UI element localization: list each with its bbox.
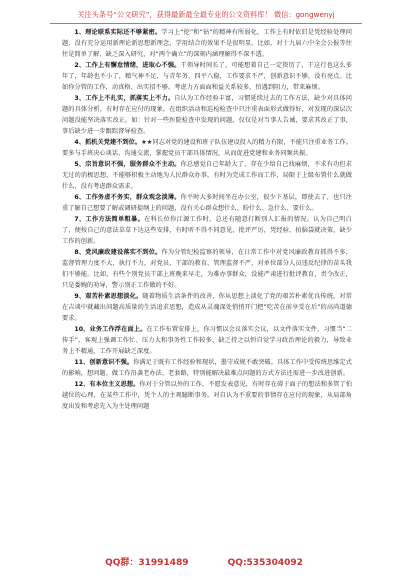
qq-contact: QQ:535304092	[227, 558, 303, 568]
paragraph-text: 你满足于既有工作经验和现状，墨守成规不敢突破。具体工作中受传统思维定式的影响，想问题、做工作沿袭老办法、老套路，特别能解决最难点问题的方式方法还需进一步改进创新。	[62, 359, 352, 377]
paragraph-1	[62, 27, 352, 60]
paragraph-title: 11、创新意识不强。	[74, 359, 134, 366]
paragraph-title: 6、工作务虚不务实，群众观念淡薄。	[74, 194, 181, 201]
paragraph-8	[62, 247, 352, 291]
paragraph-title: 12、有本位主义思想。	[74, 381, 140, 388]
paragraph-10	[62, 324, 352, 357]
paragraph-9	[62, 291, 352, 324]
paragraph-text: 作为分管纪检监察的领导，在日常工作中对党风廉政教育抓得不多，监督管理力度不大，执行不力，对党员、干部的教育、管理监督不严，对单位部分人员违反纪律的苗头我们不够能。比如，有些个别党员干部上班晚来早走，为难办事群众，没能严肃进行批评教育，责令改正，只是委婉的劝导，警示别正工作做的不好。	[62, 249, 352, 289]
paragraph-4	[62, 137, 352, 159]
paragraph-11	[62, 357, 352, 379]
qq-group: QQ群：31991489	[105, 558, 189, 568]
paragraph-text: 你平时大多时间坐在办公室，很少下基层，即使去了，也只注重了解自己想要了解或调研提纲上的问题，没有关心群众想什么、盼什么、急什么、要什么。	[62, 194, 352, 212]
paragraph-title: 5、宗旨意识不强，服务群众不主动。	[74, 161, 181, 168]
paragraph-text: 在工作布置安排上，你习惯以会议落实会议，以文件落实文件，习惯当“二传手”，客观上强调工作忙、压力大和事务性工作较多，缺乏持之以恒自觉学习政治理论的毅力，导致业务上不精通，工作开展缺乏深度。	[62, 326, 352, 355]
paragraph-text: 在科长位你江源工作时，总还有随意打断别人汇报的情况。认为自己明白了，便按自己的意法草草下达这些安排，有时听不得不同意见，批评严厉，凭经验、拍脑袋就决策，缺少工作的创新。	[62, 216, 352, 245]
paragraph-text: 自认为工作经验丰富，习惯延续过去的工作方法，缺少对具体问题的具体分析，有时存在应付的现象。在组织活动和巡检检查中只注重表面形式做得好，对发现的深层次问题没能坚决落实改正。如：针对一些医院检查中发现的问题，仅仅是对当事人告诫，要求其改正了事，事后缺少进一步跟踪督导检查。	[62, 95, 352, 135]
paragraph-text: 你总感觉自己年龄大了，存在少给自己找麻烦，不求有功但求无过的消极思想，不能够积极主动地为人民群众办事，有时为完成工作而工作，局限于上级布置什么就做什么，没有考虑群众需求。	[62, 161, 352, 190]
paragraph-text: 你对于分管以外的工作，不愿发表意见，有时存在碍于面子的想法和多管了怕越位的心理，在某些工作中，凭个人的主观臆断事务。对自认为不重要的事情存在应付的现象，从局部角度出发和考虑先入为主处理问题	[62, 381, 352, 410]
paragraph-title: 1、理论联系实际还不够紧密。	[74, 29, 162, 36]
paragraph-2	[62, 60, 352, 93]
paragraph-text: ★★同志对党的建设和班子队伍建设投入的精力有限，不能只注重业务工作。要多与手班决心谈话、沟通交流，掌握党员干部具体情况，从而促进党建和业务同频共振。	[62, 139, 352, 157]
paragraph-title: 7、工作方法简单粗暴。	[74, 216, 145, 223]
document-body	[62, 27, 352, 547]
paragraph-5	[62, 159, 352, 192]
paragraph-3	[62, 93, 352, 137]
paragraph-title: 3、工作上不扎实，抓落实上不力。	[74, 95, 175, 102]
page-footer	[0, 555, 408, 569]
paragraph-title: 10、业务工作浮在面上。	[74, 326, 147, 333]
paragraph-12	[62, 379, 352, 412]
paragraph-title: 9、艰苦朴素思想淡化。	[74, 293, 143, 300]
page-header: 关注头条号“公文研究”，获得最新最全最专业的公文资料库！ 微信：gongwenyj	[50, 4, 362, 24]
paragraph-7	[62, 214, 352, 247]
paragraph-text: 随着物质生活条件的改善，你从思想上淡化了党的艰苦朴素优良传统，对常在吉谈中就藏出问题高质量的生活追求思想，造成从灵魂深处悄悄开门把”吃苦在前享受在后”的高尚道德要求。	[62, 293, 352, 322]
paragraph-title: 4、抓机关党建不到位。	[74, 139, 142, 146]
paragraph-text: 干领导时间长了，可能想着自己一定资历了，干这行也这么多年了，年龄也不小了，精气神不足，与青年务，四平八稳，工作要求不严，创新意识不够，没有亮点。比如你分管的工作，动真格、出实招不够。考虑力方面面和益关系较多，怕遇到阻力，带来麻烦。	[62, 62, 352, 91]
paragraph-6	[62, 192, 352, 214]
paragraph-text: 学习上“挖”和“钻”的精神有所弱化，工作上有时依旧是凭经验处理问题，没有充分运用新理论新思想新理念，学用结合的效果不是很明显。比如，对十九届六中全会公报等往往是简单了解，缺乏深入研究，对“两个确立”的深刻内涵理解得不深不透。	[62, 29, 352, 58]
paragraph-title: 2、工作上有懈怠情绪，进取心不强。	[74, 62, 181, 69]
paragraph-title: 8、党风廉政建设落实不到位。	[74, 249, 162, 256]
